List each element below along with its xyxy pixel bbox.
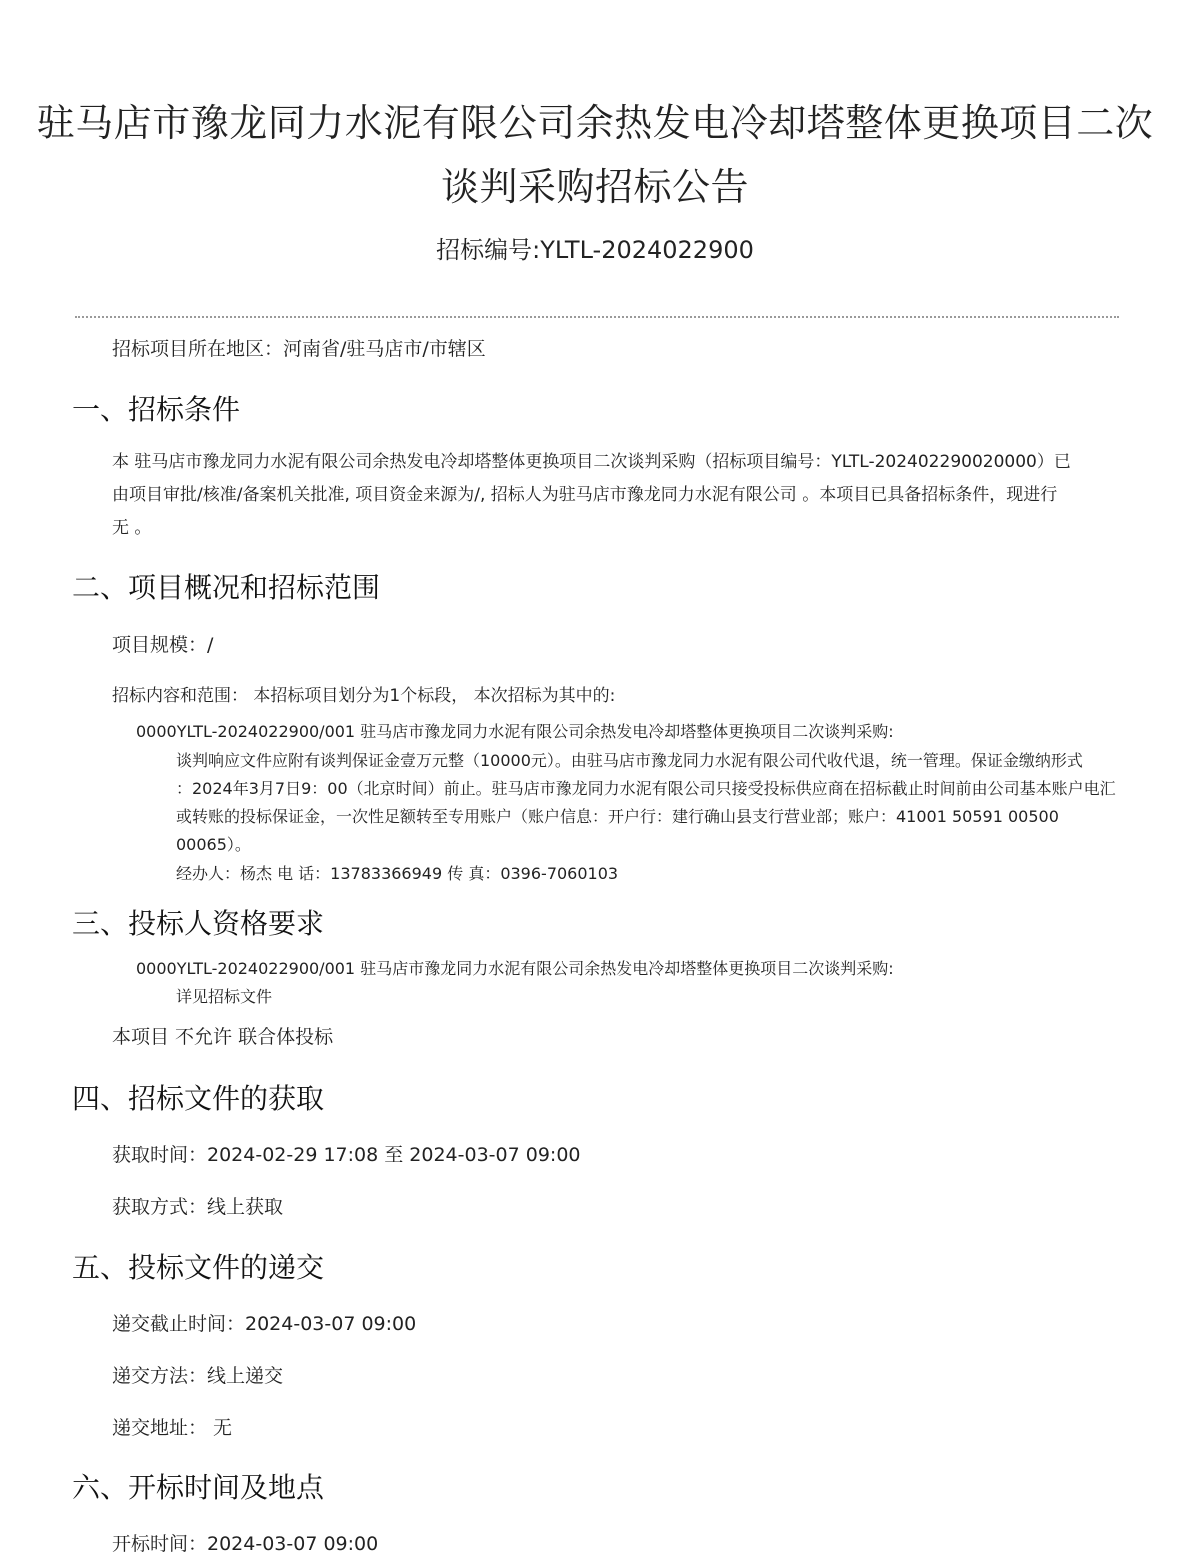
dotted-divider bbox=[75, 316, 1119, 318]
lot-detail-line: 或转账的投标保证金，一次性足额转至专用账户（账户信息：开户行：建行确山县支行营业部；账户：41001 50591 00500 bbox=[176, 807, 1059, 826]
section-heading-project-overview: 二、项目概况和招标范围 bbox=[72, 571, 381, 604]
page-title-line1: 驻马店市豫龙同力水泥有限公司余热发电冷却塔整体更换项目二次 bbox=[36, 101, 1154, 145]
lot-detail-line: 00065）。 bbox=[176, 835, 251, 854]
paragraph-line: 本 驻马店市豫龙同力水泥有限公司余热发电冷却塔整体更换项目二次谈判采购（招标项目编号：YLTL-202402290020000）已 bbox=[112, 452, 1071, 472]
section-heading-tender-conditions: 一、招标条件 bbox=[72, 393, 241, 426]
submission-deadline: 递交截止时间：2024-03-07 09:00 bbox=[112, 1313, 417, 1335]
contact-info: 经办人：杨杰 电 话：13783366949 传 真：0396-7060103 bbox=[176, 864, 619, 883]
paragraph-line: 由项目审批/核准/备案机关批准, 项目资金来源为/, 招标人为驻马店市豫龙同力水泥有限公司 。本项目已具备招标条件，现进行 bbox=[112, 485, 1058, 505]
paragraph-line: 无 。 bbox=[112, 518, 152, 538]
lot-title: 0000YLTL-2024022900/001 驻马店市豫龙同力水泥有限公司余热发电冷却塔整体更换项目二次谈判采购: bbox=[136, 722, 894, 741]
qualification-detail: 详见招标文件 bbox=[176, 987, 273, 1006]
page-title-line2: 谈判采购招标公告 bbox=[440, 165, 749, 209]
section-heading-bid-opening: 六、开标时间及地点 bbox=[72, 1471, 325, 1504]
tender-conditions-paragraph bbox=[112, 446, 1122, 545]
lot-title: 0000YLTL-2024022900/001 驻马店市豫龙同力水泥有限公司余热发电冷却塔整体更换项目二次谈判采购: bbox=[136, 959, 894, 978]
submission-method: 递交方法：线上递交 bbox=[112, 1365, 284, 1387]
project-region: 招标项目所在地区：河南省/驻马店市/市辖区 bbox=[112, 338, 486, 360]
project-scale: 项目规模：/ bbox=[112, 634, 214, 656]
tender-number: 招标编号:YLTL-2024022900 bbox=[436, 236, 754, 264]
section-heading-submit-documents: 五、投标文件的递交 bbox=[72, 1251, 325, 1284]
section-heading-bidder-qualification: 三、投标人资格要求 bbox=[72, 907, 325, 940]
consortium-policy: 本项目 不允许 联合体投标 bbox=[112, 1026, 334, 1048]
tender-scope: 招标内容和范围： 本招标项目划分为1个标段， 本次招标为其中的: bbox=[112, 686, 616, 706]
section-heading-obtain-documents: 四、招标文件的获取 bbox=[72, 1082, 325, 1115]
obtain-method: 获取方式：线上获取 bbox=[112, 1196, 284, 1218]
bid-opening-time: 开标时间：2024-03-07 09:00 bbox=[112, 1533, 379, 1555]
lot-detail-line: ：2024年3月7日9：00（北京时间）前止。驻马店市豫龙同力水泥有限公司只接受投标供应商在招标截止时间前由公司基本账户电汇 bbox=[176, 779, 1116, 798]
lot-detail-line: 谈判响应文件应附有谈判保证金壹万元整（10000元）。由驻马店市豫龙同力水泥有限公司代收代退，统一管理。保证金缴纳形式 bbox=[176, 751, 1083, 770]
obtain-time: 获取时间：2024-02-29 17:08 至 2024-03-07 09:00 bbox=[112, 1144, 581, 1166]
submission-address: 递交地址： 无 bbox=[112, 1417, 233, 1439]
